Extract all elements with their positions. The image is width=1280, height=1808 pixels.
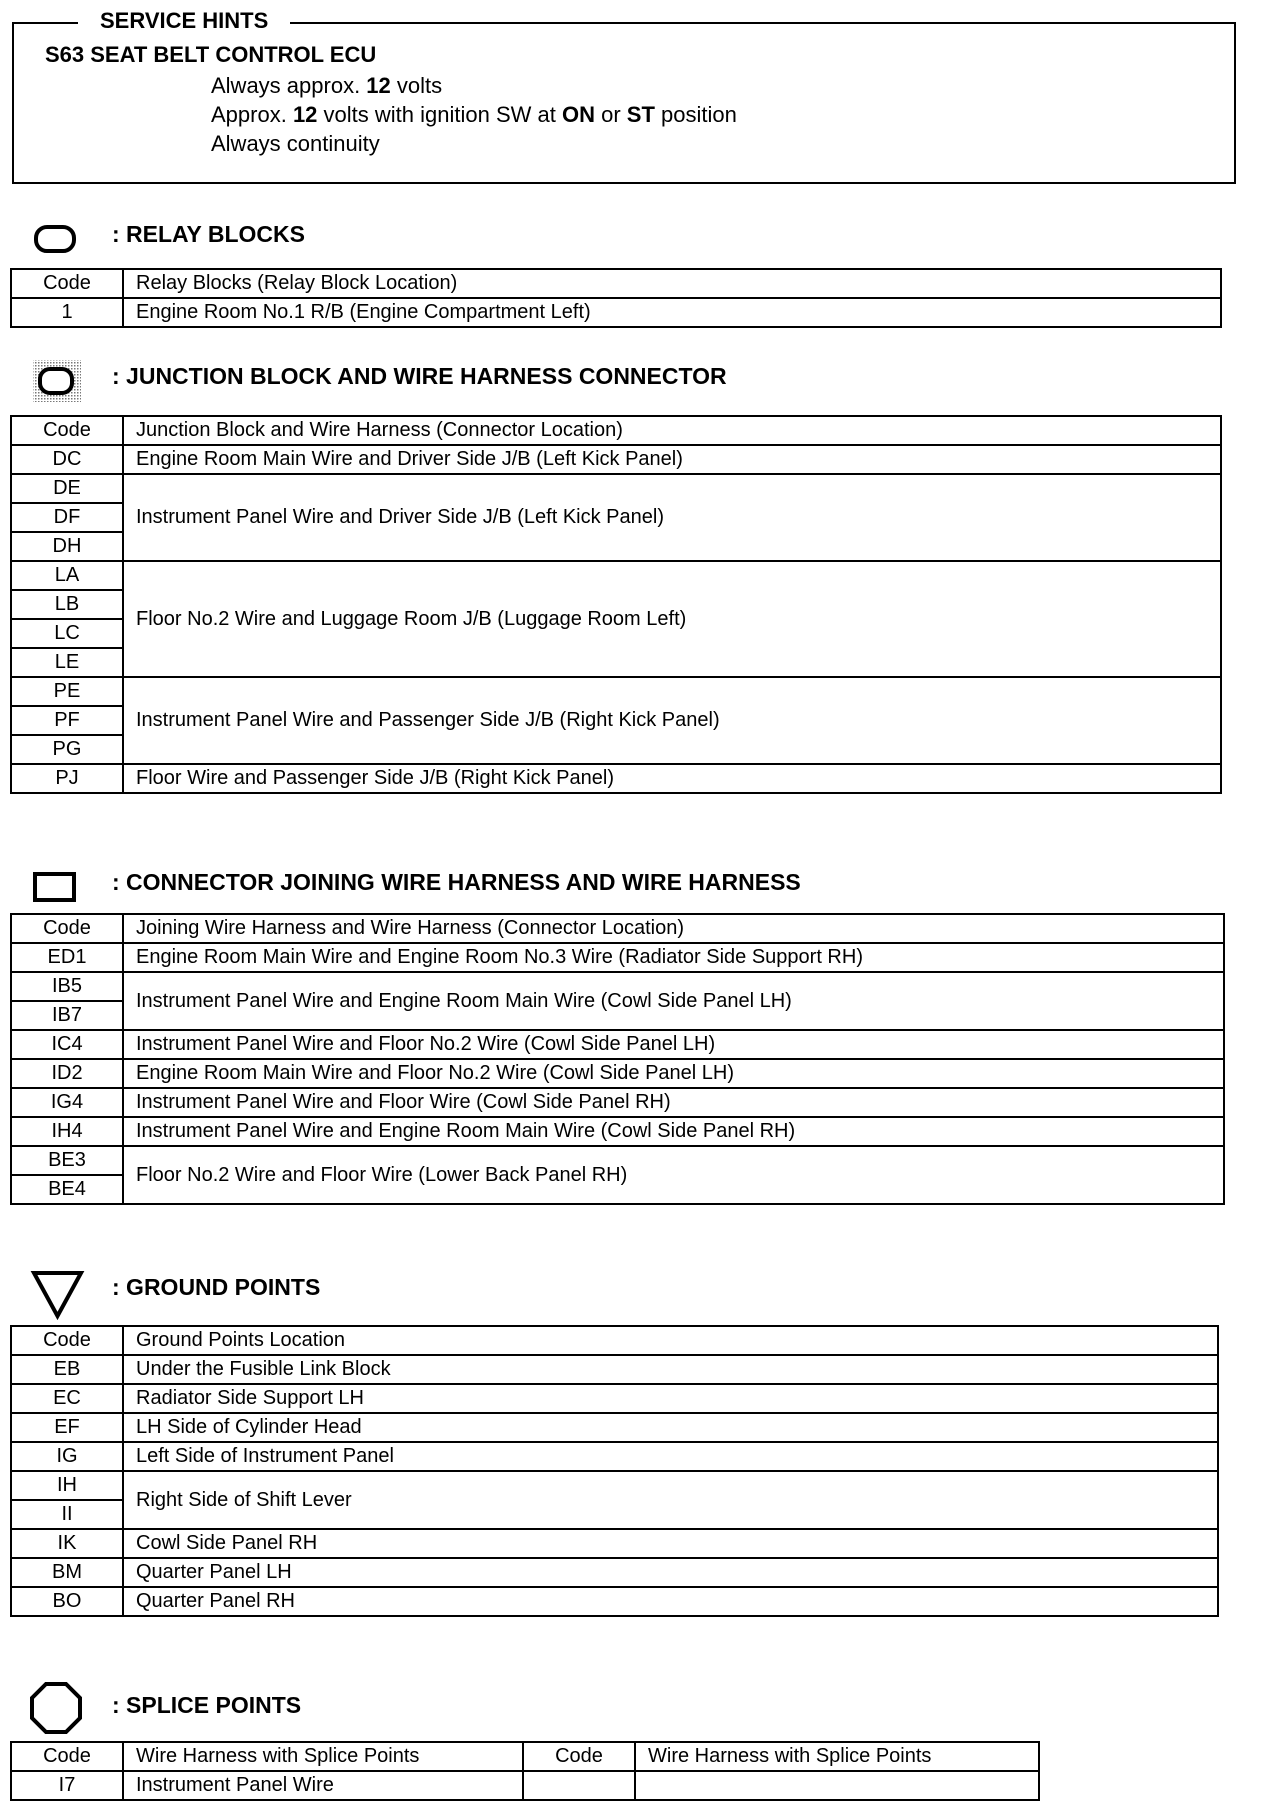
code-cell: IC4	[11, 1030, 123, 1059]
code-header: Code	[523, 1742, 635, 1771]
table-row	[11, 1088, 1224, 1117]
code-cell: LB	[11, 590, 123, 619]
code-header: Code	[11, 914, 123, 943]
wire-harness-cell	[635, 1771, 1039, 1800]
ground-points-title: : GROUND POINTS	[112, 1274, 321, 1300]
code-cell: ED1	[11, 943, 123, 972]
location-cell: Engine Room No.1 R/B (Engine Compartment Left)	[123, 298, 1221, 327]
table-row	[11, 1442, 1218, 1471]
description-header: Wire Harness with Splice Points	[123, 1742, 523, 1771]
table-row	[11, 1030, 1224, 1059]
location-cell: Floor No.2 Wire and Floor Wire (Lower Back Panel RH)	[123, 1146, 1224, 1204]
location-cell: Quarter Panel LH	[123, 1558, 1218, 1587]
location-cell: LH Side of Cylinder Head	[123, 1413, 1218, 1442]
location-cell: Instrument Panel Wire and Engine Room Main Wire (Cowl Side Panel RH)	[123, 1117, 1224, 1146]
code-header: Code	[11, 1326, 123, 1355]
octagon-icon	[28, 1680, 84, 1736]
code-cell: IK	[11, 1529, 123, 1558]
location-cell: Instrument Panel Wire and Engine Room Main Wire (Cowl Side Panel LH)	[123, 972, 1224, 1030]
table-row	[11, 1146, 1224, 1175]
code-cell: BE4	[11, 1175, 123, 1204]
code-cell: BE3	[11, 1146, 123, 1175]
description-header: Relay Blocks (Relay Block Location)	[123, 269, 1221, 298]
table-row	[11, 1117, 1224, 1146]
connector-table	[10, 913, 1225, 1205]
code-cell: II	[11, 1500, 123, 1529]
code-cell: BM	[11, 1558, 123, 1587]
table-header-row	[11, 914, 1224, 943]
location-cell: Floor No.2 Wire and Luggage Room J/B (Luggage Room Left)	[123, 561, 1221, 677]
table-header-row	[11, 1742, 1039, 1771]
hint-text: Approx.	[211, 102, 293, 127]
location-cell: Cowl Side Panel RH	[123, 1529, 1218, 1558]
splice-points-title: : SPLICE POINTS	[112, 1692, 302, 1718]
hint-text: Always approx.	[211, 73, 367, 98]
ground-points-table	[10, 1325, 1219, 1617]
relay-blocks-title: : RELAY BLOCKS	[112, 221, 305, 247]
code-cell: IG	[11, 1442, 123, 1471]
hint-bold-value: 12	[292, 102, 318, 127]
code-cell: DF	[11, 503, 123, 532]
code-cell: PF	[11, 706, 123, 735]
code-cell: 1	[11, 298, 123, 327]
wire-harness-cell: Instrument Panel Wire	[123, 1771, 523, 1800]
code-cell: DE	[11, 474, 123, 503]
table-row	[11, 1059, 1224, 1088]
hint-bold-value: ON	[561, 102, 595, 127]
hint-bold-value: ST	[626, 102, 655, 127]
junction-block-title: : JUNCTION BLOCK AND WIRE HARNESS CONNECTOR	[112, 363, 727, 389]
hint-text: or	[594, 102, 627, 127]
code-header: Code	[11, 416, 123, 445]
location-cell: Quarter Panel RH	[123, 1587, 1218, 1616]
down-triangle-icon	[30, 1268, 86, 1320]
code-cell: PG	[11, 735, 123, 764]
code-cell: IB7	[11, 1001, 123, 1030]
location-cell: Engine Room Main Wire and Driver Side J/B (Left Kick Panel)	[123, 445, 1221, 474]
hint-text: position	[654, 102, 737, 127]
code-cell: DH	[11, 532, 123, 561]
code-cell: IB5	[11, 972, 123, 1001]
table-row	[11, 1771, 1039, 1800]
table-row	[11, 1413, 1218, 1442]
location-cell: Instrument Panel Wire and Floor Wire (Cowl Side Panel RH)	[123, 1088, 1224, 1117]
table-row	[11, 943, 1224, 972]
rectangle-icon	[32, 870, 80, 904]
table-row	[11, 1529, 1218, 1558]
table-row	[11, 445, 1221, 474]
table-row	[11, 1355, 1218, 1384]
code-cell: IH4	[11, 1117, 123, 1146]
code-cell: LA	[11, 561, 123, 590]
code-header: Code	[11, 269, 123, 298]
location-cell: Radiator Side Support LH	[123, 1384, 1218, 1413]
table-header-row	[11, 1326, 1218, 1355]
hint-text: Always continuity	[211, 131, 380, 156]
description-header: Joining Wire Harness and Wire Harness (Connector Location)	[123, 914, 1224, 943]
location-cell: Instrument Panel Wire and Floor No.2 Wire (Cowl Side Panel LH)	[123, 1030, 1224, 1059]
code-header: Code	[11, 1742, 123, 1771]
table-header-row	[11, 416, 1221, 445]
code-cell: ID2	[11, 1059, 123, 1088]
table-row	[11, 1558, 1218, 1587]
description-header: Junction Block and Wire Harness (Connector Location)	[123, 416, 1221, 445]
code-cell: IH	[11, 1471, 123, 1500]
hint-bold-value: 12	[366, 73, 391, 98]
relay-blocks-table	[10, 268, 1222, 328]
hint-text: volts	[390, 73, 443, 98]
table-row	[11, 1471, 1218, 1500]
shaded-rounded-rectangle-icon	[32, 359, 84, 405]
code-cell	[523, 1771, 635, 1800]
hint-value	[211, 100, 737, 129]
table-row	[11, 972, 1224, 1001]
junction-block-table	[10, 415, 1222, 794]
code-cell: LC	[11, 619, 123, 648]
code-cell: EC	[11, 1384, 123, 1413]
table-row	[11, 474, 1221, 503]
code-cell: DC	[11, 445, 123, 474]
service-hints-title: SERVICE HINTS	[78, 7, 290, 35]
location-cell: Under the Fusible Link Block	[123, 1355, 1218, 1384]
table-row	[11, 1587, 1218, 1616]
description-header: Ground Points Location	[123, 1326, 1218, 1355]
location-cell: Engine Room Main Wire and Engine Room No.3 Wire (Radiator Side Support RH)	[123, 943, 1224, 972]
hint-value	[211, 129, 380, 158]
code-cell: PE	[11, 677, 123, 706]
code-cell: PJ	[11, 764, 123, 793]
table-row	[11, 764, 1221, 793]
location-cell: Instrument Panel Wire and Passenger Side J/B (Right Kick Panel)	[123, 677, 1221, 764]
description-header: Wire Harness with Splice Points	[635, 1742, 1039, 1771]
code-cell: IG4	[11, 1088, 123, 1117]
code-cell: I7	[11, 1771, 123, 1800]
code-cell: LE	[11, 648, 123, 677]
location-cell: Floor Wire and Passenger Side J/B (Right Kick Panel)	[123, 764, 1221, 793]
table-row	[11, 561, 1221, 590]
location-cell: Right Side of Shift Lever	[123, 1471, 1218, 1529]
table-row	[11, 298, 1221, 327]
rounded-rectangle-icon	[32, 222, 80, 256]
splice-points-table	[10, 1741, 1040, 1801]
code-cell: EB	[11, 1355, 123, 1384]
location-cell: Engine Room Main Wire and Floor No.2 Wire (Cowl Side Panel LH)	[123, 1059, 1224, 1088]
table-row	[11, 1384, 1218, 1413]
code-cell: BO	[11, 1587, 123, 1616]
table-header-row	[11, 269, 1221, 298]
hint-value	[211, 71, 442, 100]
ecu-name: S63 SEAT BELT CONTROL ECU	[45, 42, 377, 67]
hint-text: volts with ignition SW at	[317, 102, 562, 127]
location-cell: Instrument Panel Wire and Driver Side J/B (Left Kick Panel)	[123, 474, 1221, 561]
code-cell: EF	[11, 1413, 123, 1442]
location-cell: Left Side of Instrument Panel	[123, 1442, 1218, 1471]
table-row	[11, 677, 1221, 706]
connector-title: : CONNECTOR JOINING WIRE HARNESS AND WIRE HARNESS	[112, 869, 801, 895]
